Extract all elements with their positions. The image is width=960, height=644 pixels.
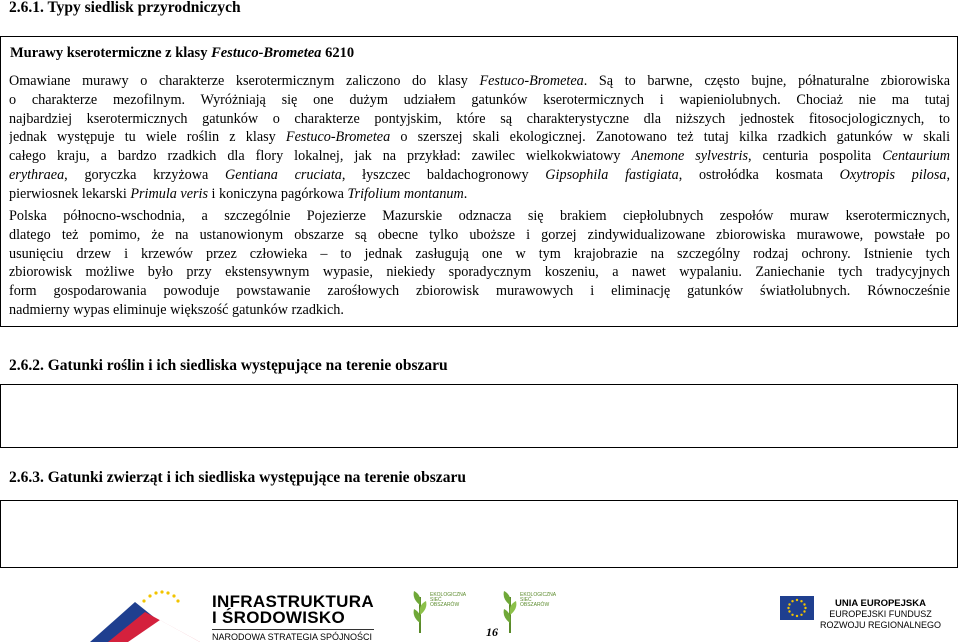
- paragraph-line: dlatego też pomimo, że na ustanowionym obszarze są obecne tylko uboższe i gorzej zindywidualizowane zbiorowiska murawowe, powstałe po: [9, 226, 950, 243]
- paragraph-line: form gospodarowania powoduje powstawanie zarośłowych zbiorowisk murawowych i eliminację gatunków światłolubnych. Równocześnie: [9, 283, 950, 300]
- eco-network-logo-1: EKOLOGICZNA SIEĆ OBSZARÓW: [410, 589, 470, 639]
- eu-logo-text: UNIA EUROPEJSKA EUROPEJSKI FUNDUSZ ROZWOJU REGIONALNEGO: [820, 598, 942, 630]
- empty-box-animals: [0, 500, 958, 568]
- eco-network-logo-2: EKOLOGICZNA SIEĆ OBSZARÓW: [500, 589, 560, 639]
- paragraph-line: jednak występuje tu wiele roślin z klasy Festuco-Brometea o szerszej skali ekologicznej. Zanotowano też tutaj kilka rzadkich gatunków w skali: [9, 129, 950, 146]
- heading-2-6-1: 2.6.1. Typy siedlisk przyrodniczych: [9, 0, 241, 16]
- leaf-icon: [410, 589, 430, 633]
- paragraph-description: [9, 72, 950, 204]
- eu-flag-icon: [780, 596, 814, 620]
- paragraph-line: erythraea, goryczka krzyżowa Gentiana cruciata, łyszczec baldachogronowy Gipsophila fastigiata, ostrołódka kosmata Oxytropis pilosa,: [9, 166, 950, 183]
- empty-box-plants: [0, 384, 958, 448]
- infrastructure-flag-logo: [90, 584, 200, 642]
- paragraph-line: zbiorowisk możliwe było przy ekstensywnym wypasie, niekiedy sporadycznym koszeniu, a nawet wypalaniu. Zaniechanie tych tradycyjnych: [9, 264, 950, 281]
- paragraph-line: pierwiosnek lekarski Primula veris i koniczyna pagórkowa Trifolium montanum.: [9, 185, 468, 202]
- section-title: Murawy kserotermiczne z klasy Festuco-Brometea 6210: [10, 45, 355, 61]
- heading-2-6-3: 2.6.3. Gatunki zwierząt i ich siedliska występujące na terenie obszaru: [9, 469, 466, 486]
- paragraph-line: całego kraju, a bardzo rzadkich dla flory lokalnej, jak na przykład: zawilec wielkokwiatowy Anemone sylvestris, centuria pospolita Centaurium: [9, 148, 950, 165]
- footer-logos: [0, 584, 960, 644]
- paragraph-line: Omawiane murawy o charakterze kserotermicznym zaliczono do klasy Festuco-Brometea. Są to barwne, często bujne, półnaturalne zbiorowiska: [9, 73, 950, 89]
- paragraph-line: usunięciu drzew i krzewów przez człowieka – to jednak zasługują one w tym krajobrazie na szczególny rodzaj ochrony. Istnienie tych: [9, 245, 950, 262]
- infrastructure-logo-text: INFRASTRUKTURA I ŚRODOWISKO NARODOWA STRATEGIA SPÓJNOŚCI: [212, 592, 374, 642]
- paragraph-conservation: [9, 207, 950, 320]
- heading-2-6-2: 2.6.2. Gatunki roślin i ich siedliska występujące na terenie obszaru: [9, 357, 448, 374]
- paragraph-line: nadmierny wypas eliminuje większość gatunków rzadkich.: [9, 301, 344, 318]
- paragraph-line: o charakterze mezofilnym. Wyróżniają się one dużym udziałem gatunków kserotermicznych i wapieniolubnych. Chociaż nie ma tutaj: [9, 91, 950, 108]
- paragraph-line: najbardziej kserotermicznych gatunków o charakterze pontyjskim, które są charakterystyczne dla niższych jednostek fitosocjologicznych, to: [9, 110, 950, 127]
- page-number: 16: [486, 625, 498, 639]
- leaf-icon: [500, 589, 520, 633]
- paragraph-line: Polska północno-wschodnia, a szczególnie Pojezierze Mazurskie odznacza się brakiem ciepłolubnych zespołów muraw kserotermicznych,: [9, 208, 950, 224]
